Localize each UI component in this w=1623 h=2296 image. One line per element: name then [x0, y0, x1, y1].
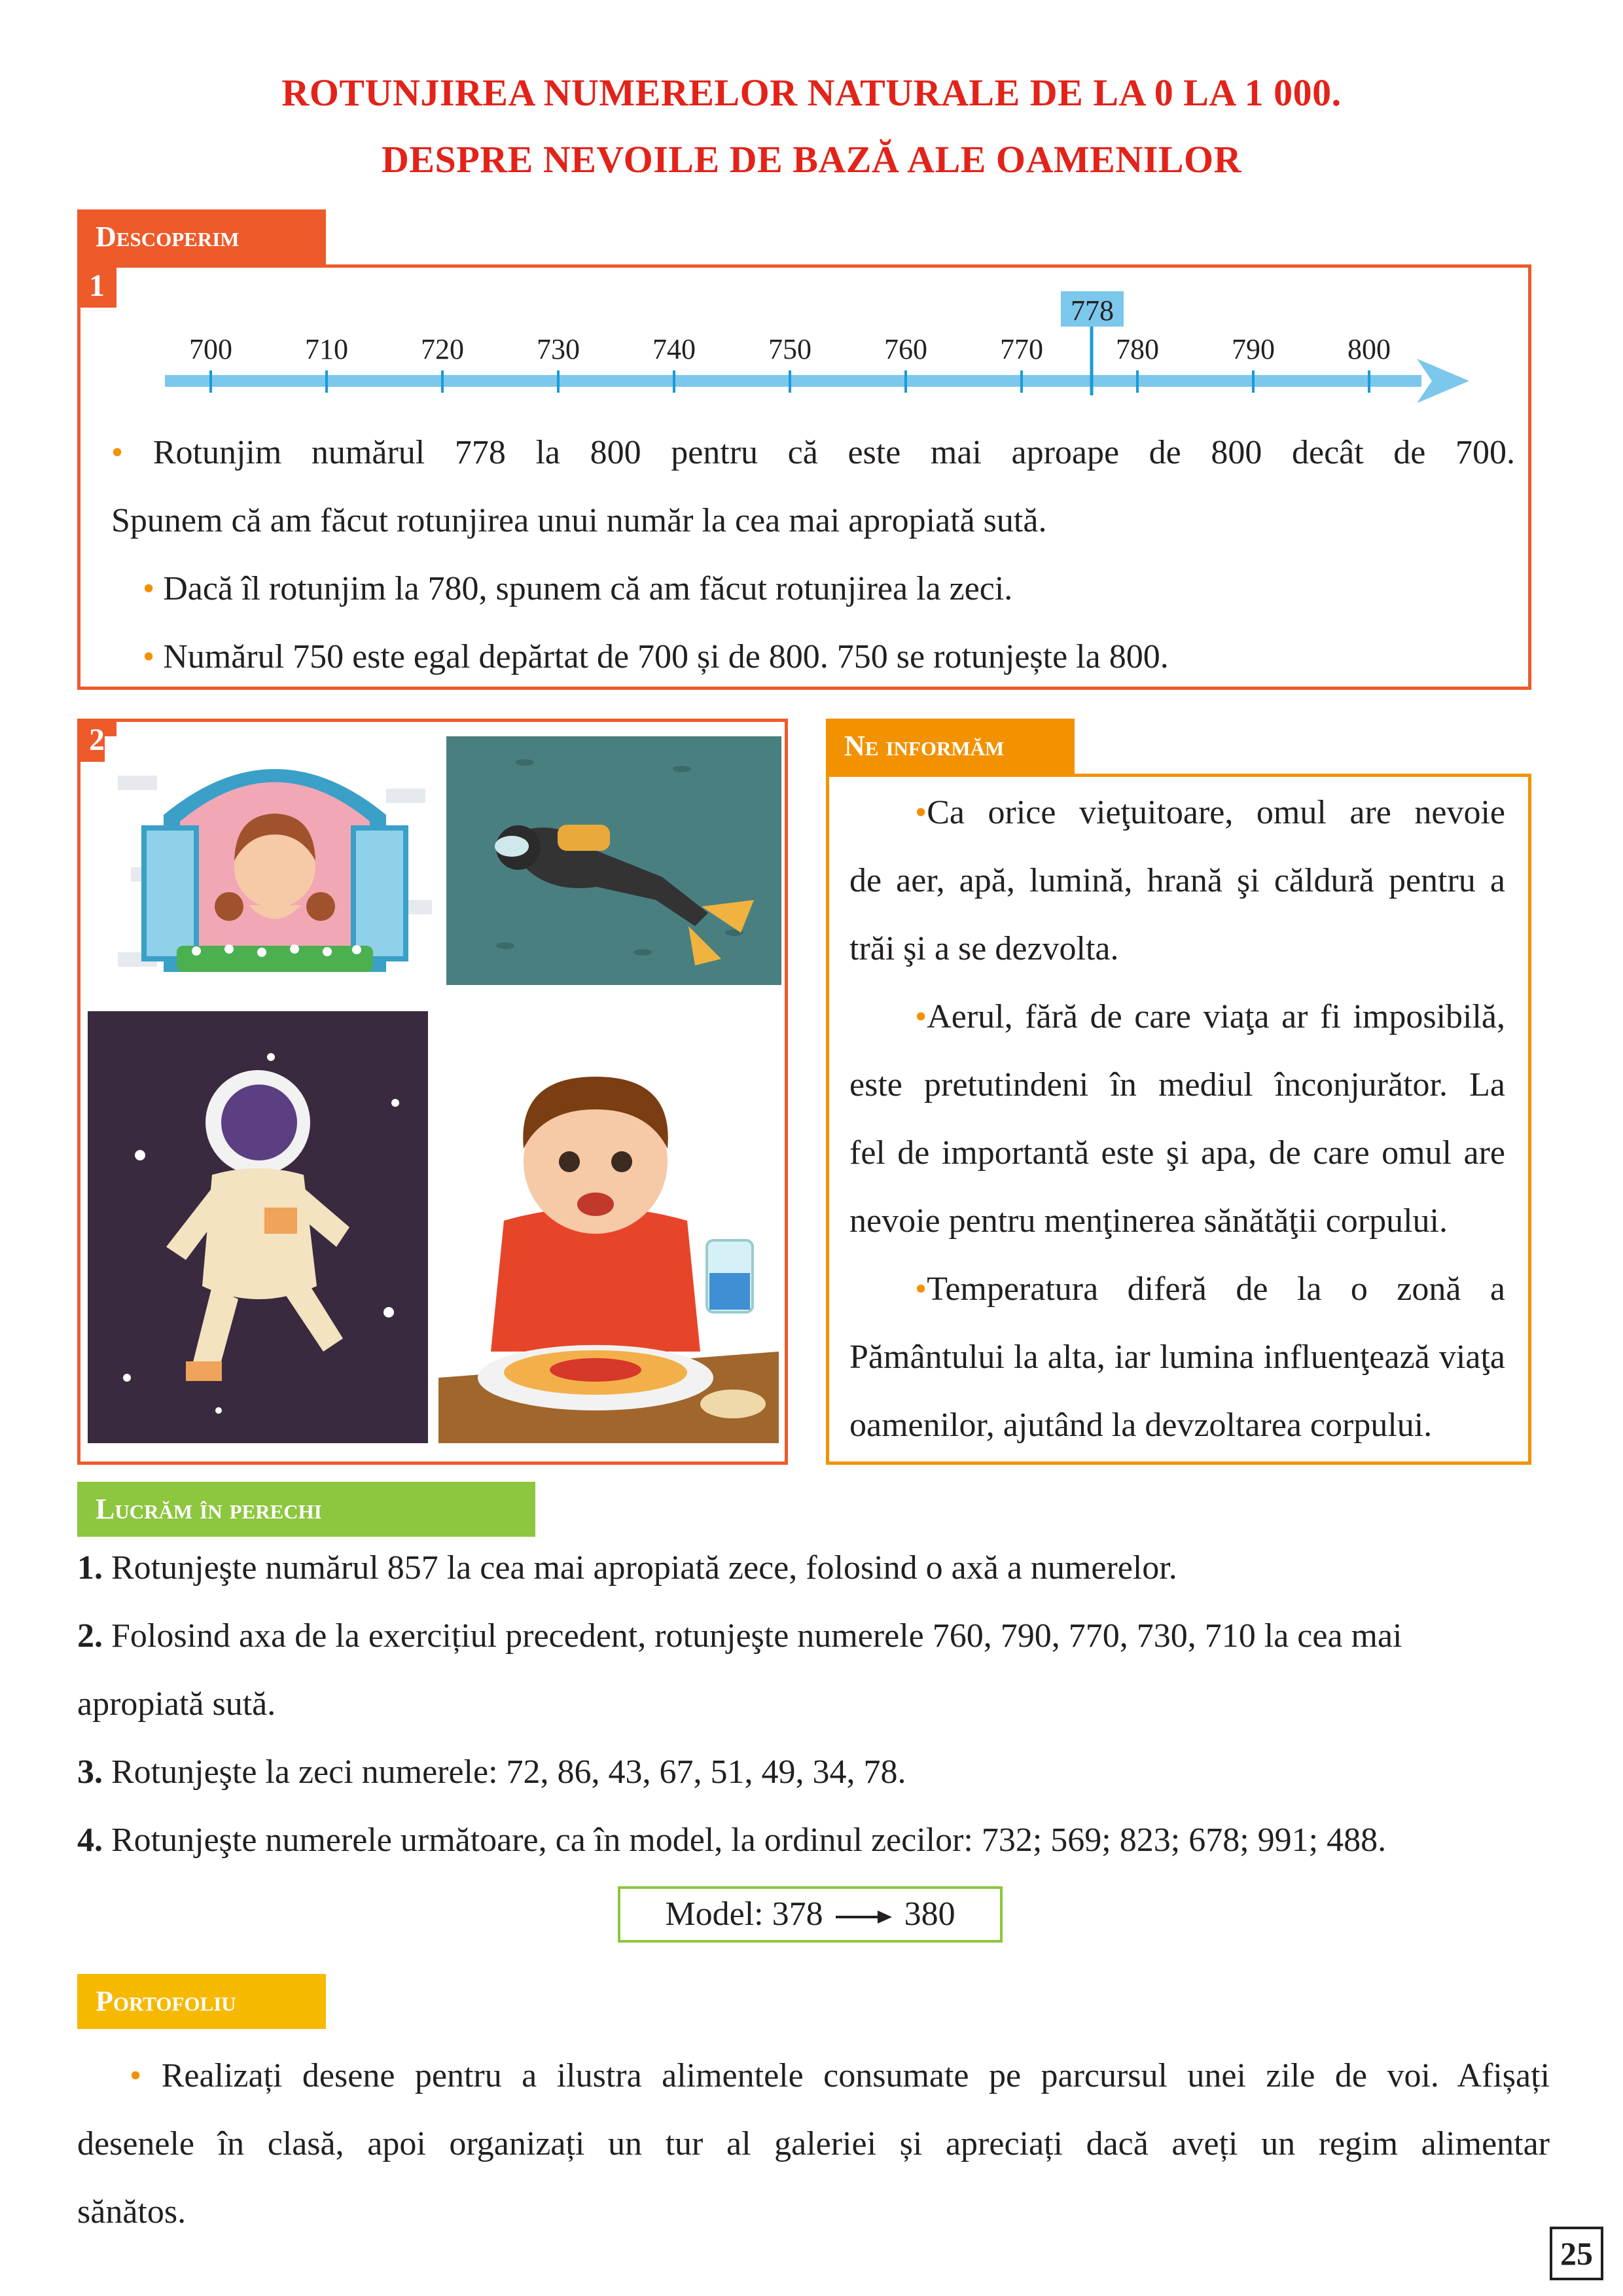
diver-illustration — [446, 736, 781, 985]
page-number: 25 — [1550, 2227, 1603, 2280]
astronaut-illustration — [88, 1011, 428, 1443]
exercise-1: 1. Rotunjeşte numărul 857 la cea mai apropiată zece, folosind o axă a numerelor. — [77, 1549, 1177, 1587]
info-line: oamenilor, ajutând la devzoltarea corpului. — [849, 1407, 1433, 1444]
axis-tick-label: 760 — [884, 333, 927, 365]
girl-window-illustration — [105, 736, 445, 985]
info-line: nevoie pentru menţinerea sănătăţii corpului. — [849, 1202, 1448, 1240]
axis-tick-label: 780 — [1116, 333, 1159, 365]
info-line: •Aerul, fără de care viaţa ar fi imposibilă, — [915, 998, 1505, 1035]
axis-tick-label: 800 — [1347, 333, 1391, 365]
discover-bullet-3: • Numărul 750 este egal depărtat de 700 și de 800. 750 se rotunjește la 800. — [143, 638, 1169, 675]
section-tag-portofoliu: Portofoliu — [77, 1974, 326, 2029]
info-line: fel de importantă este şi apa, de care omul are — [849, 1134, 1505, 1172]
boy-eating-illustration — [438, 1011, 779, 1443]
model-label: Model: 378 — [665, 1895, 823, 1933]
axis-tick-label: 740 — [652, 333, 696, 365]
page-title: ROTUNJIREA NUMERELOR NATURALE DE LA 0 LA 1 000. — [281, 71, 1342, 114]
exercise-2: 2. Folosind axa de la exercițiul precedent, rotunjeşte numerele 760, 790, 770, 730, 710 la cea mai — [77, 1617, 1402, 1655]
model-box — [618, 1886, 1003, 1943]
portfolio-line-3: sănătos. — [77, 2193, 187, 2231]
discover-bullet-2: • Dacă îl rotunjim la 780, spunem că am făcut rotunjirea la zeci. — [143, 570, 1013, 607]
exercise-number-2: 2 — [77, 719, 116, 762]
portfolio-line-1: • Realizați desene pentru a ilustra alimentele consumate pe parcursul unei zile de voi. Afișați — [130, 2057, 1550, 2094]
info-line: Pământului la alta, iar lumina influenţează viaţa — [849, 1338, 1505, 1376]
section-tag-descoperim: Descoperim — [77, 209, 326, 264]
info-line: •Ca orice vieţuitoare, omul are nevoie — [915, 794, 1505, 831]
section-tag-informam: Ne informăm — [826, 719, 1075, 774]
marker-label: 778 — [1071, 295, 1114, 327]
page-subtitle: DESPRE NEVOILE DE BAZĂ ALE OAMENILOR — [381, 138, 1242, 181]
axis-tick-label: 770 — [1000, 333, 1043, 365]
info-line: trăi şi a se dezvolta. — [849, 930, 1119, 967]
info-line: •Temperatura diferă de la o zonă a — [915, 1270, 1505, 1308]
portfolio-line-2: desenele în clasă, apoi organizați un tur al galeriei și apreciați dacă aveți un regim alimentar — [77, 2125, 1550, 2162]
exercise-3: 3. Rotunjeşte la zeci numerele: 72, 86, 43, 67, 51, 49, 34, 78. — [77, 1753, 906, 1791]
axis-tick-label: 790 — [1232, 333, 1275, 365]
axis-tick-label: 710 — [305, 333, 348, 365]
number-line-arrow-icon — [1417, 359, 1469, 403]
info-line: de aer, apă, lumină, hrană şi căldură pentru a — [849, 862, 1505, 899]
section-tag-perechi: Lucrăm în perechi — [77, 1482, 535, 1537]
axis-tick-label: 730 — [537, 333, 580, 365]
exercise-number-1: 1 — [77, 264, 116, 308]
axis-tick-label: 720 — [421, 333, 464, 365]
axis-tick-label: 750 — [768, 333, 812, 365]
info-line: este pretutindeni în mediul înconjurător. La — [849, 1066, 1505, 1103]
discover-bullet-1: • Rotunjim numărul 778 la 800 pentru că este mai aproape de 800 decât de 700. — [111, 434, 1515, 471]
exercise-2-continued: apropiată sută. — [77, 1685, 276, 1723]
arrow-right-icon — [834, 1907, 893, 1927]
model-result: 380 — [904, 1895, 955, 1933]
number-line — [0, 0, 1623, 458]
number-line-bar — [165, 375, 1421, 387]
exercise-4: 4. Rotunjeşte numerele următoare, ca în model, la ordinul zecilor: 732; 569; 823; 678; 991; 488. — [77, 1821, 1387, 1859]
discover-line-2: Spunem că am făcut rotunjirea unui număr la cea mai apropiată sută. — [111, 502, 1047, 539]
axis-tick-label: 700 — [189, 333, 232, 365]
